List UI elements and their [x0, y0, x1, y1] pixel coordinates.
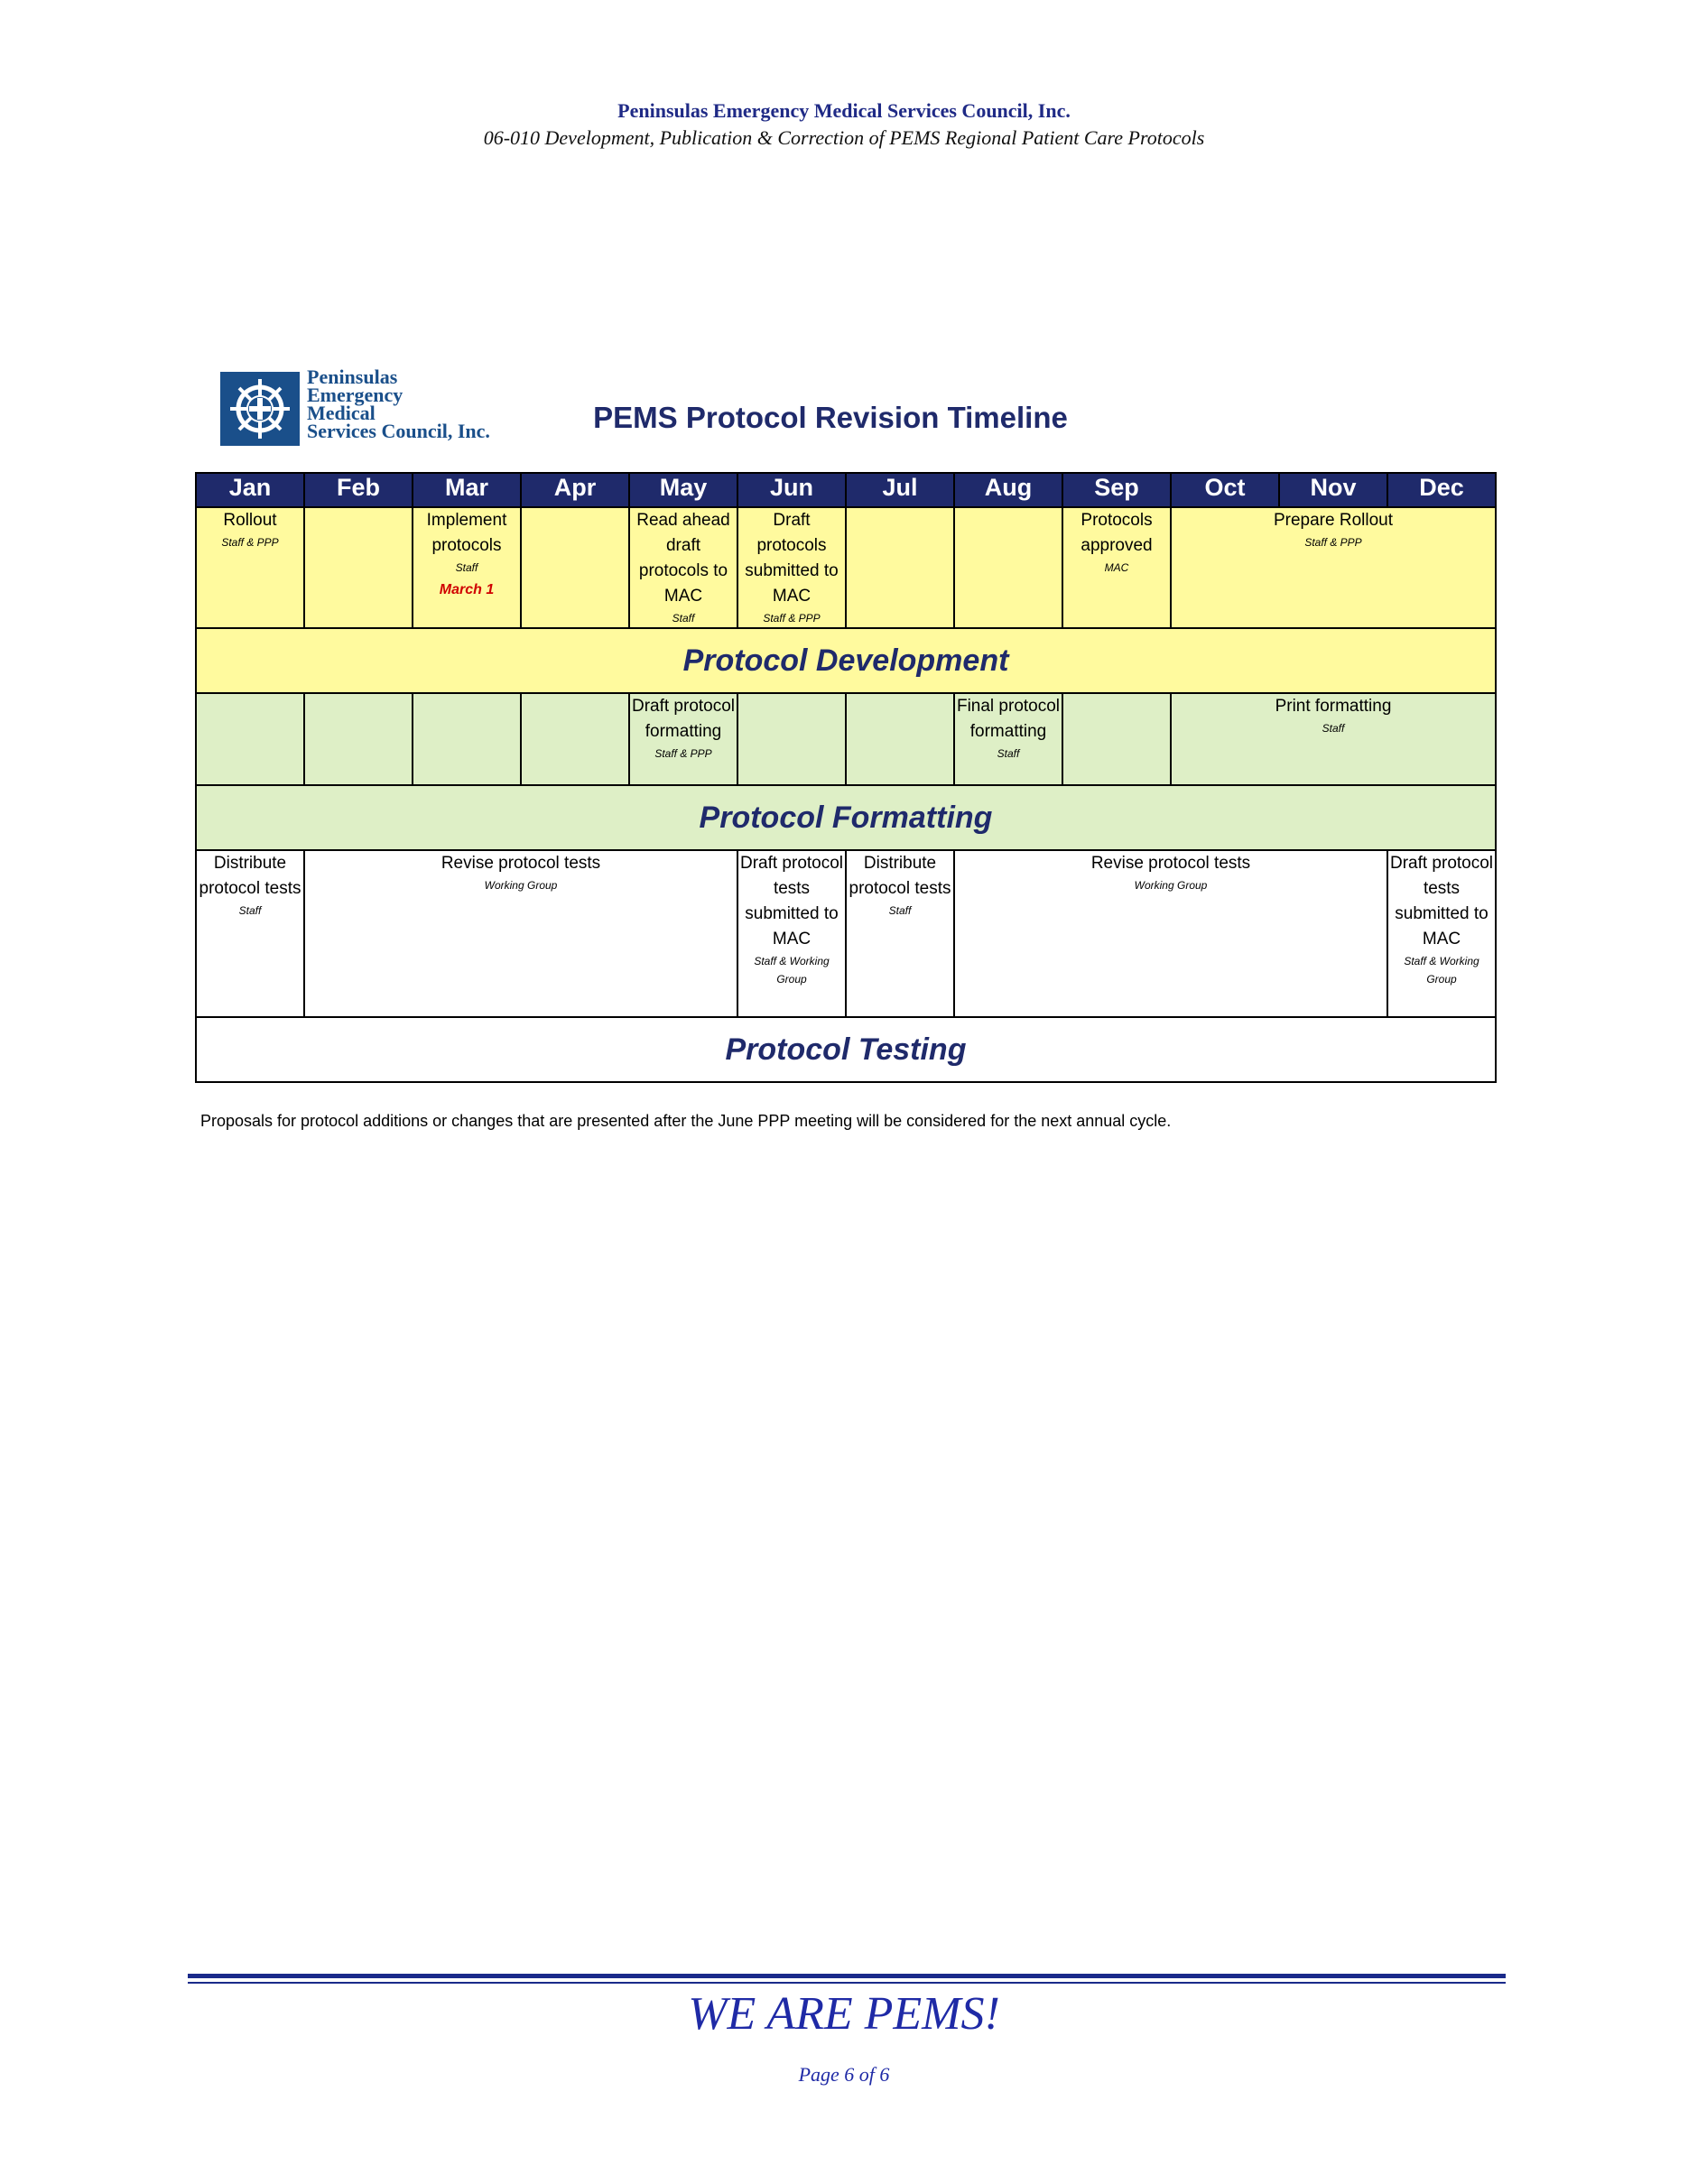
month-header: Jun	[737, 473, 846, 507]
page-number: Page 6 of 6	[798, 2063, 890, 2086]
empty-cell	[521, 693, 629, 785]
task-prepare-rollout: Prepare Rollout Staff & PPP	[1171, 507, 1496, 628]
task-distribute-tests: Distribute protocol tests Staff	[196, 850, 304, 1017]
task-revise-tests: Revise protocol tests Working Group	[954, 850, 1387, 1017]
timeline-title: PEMS Protocol Revision Timeline	[593, 401, 1068, 434]
logo-line: Emergency	[307, 384, 403, 406]
banner-protocol-testing: Protocol Testing	[196, 1017, 1496, 1082]
ship-wheel-star-of-life-icon	[220, 372, 300, 446]
banner-protocol-formatting: Protocol Formatting	[196, 785, 1496, 850]
month-header: Jan	[196, 473, 304, 507]
footer-divider	[188, 1982, 1506, 1984]
month-header: Apr	[521, 473, 629, 507]
development-tasks-row	[196, 507, 1496, 628]
task-implement-protocols: Implement protocols Staff March 1	[413, 507, 521, 628]
task-protocols-approved: Protocols approved MAC	[1062, 507, 1171, 628]
revision-timeline-table	[195, 472, 1497, 1083]
month-header-row	[196, 473, 1496, 507]
empty-cell	[304, 507, 413, 628]
header-document-reference: 06-010 Development, Publication & Correction of PEMS Regional Patient Care Protocols	[483, 126, 1205, 149]
formatting-tasks-row	[196, 693, 1496, 785]
month-header: Nov	[1279, 473, 1387, 507]
implement-date: March 1	[439, 582, 495, 597]
empty-cell	[954, 507, 1062, 628]
footer-divider	[188, 1974, 1506, 1978]
month-header: Mar	[413, 473, 521, 507]
task-draft-tests-submitted: Draft protocol tests submitted to MAC Staff & Working Group	[1387, 850, 1496, 1017]
logo-line: Services Council, Inc.	[307, 420, 490, 442]
task-read-ahead: Read ahead draft protocols to MAC Staff	[629, 507, 737, 628]
month-header: May	[629, 473, 737, 507]
task-rollout: Rollout Staff & PPP	[196, 507, 304, 628]
logo-line: Peninsulas	[307, 366, 398, 388]
month-header: Dec	[1387, 473, 1496, 507]
month-header: Feb	[304, 473, 413, 507]
empty-cell	[521, 507, 629, 628]
empty-cell	[304, 693, 413, 785]
month-header: Aug	[954, 473, 1062, 507]
month-header: Sep	[1062, 473, 1171, 507]
banner-protocol-development: Protocol Development	[196, 628, 1496, 693]
task-print-formatting: Print formatting Staff	[1171, 693, 1496, 785]
header-organization: Peninsulas Emergency Medical Services Council, Inc.	[617, 99, 1071, 122]
empty-cell	[413, 693, 521, 785]
task-final-formatting: Final protocol formatting Staff	[954, 693, 1062, 785]
task-revise-tests: Revise protocol tests Working Group	[304, 850, 737, 1017]
empty-cell	[846, 507, 954, 628]
footer-motto: WE ARE PEMS!	[688, 1988, 1000, 2040]
month-header: Jul	[846, 473, 954, 507]
task-draft-formatting: Draft protocol formatting Staff & PPP	[629, 693, 737, 785]
task-draft-tests-submitted: Draft protocol tests submitted to MAC Staff & Working Group	[737, 850, 846, 1017]
month-header: Oct	[1171, 473, 1279, 507]
empty-cell	[846, 693, 954, 785]
empty-cell	[737, 693, 846, 785]
task-draft-submitted: Draft protocols submitted to MAC Staff & PPP	[737, 507, 846, 628]
testing-tasks-row	[196, 850, 1496, 1017]
logo-line: Medical	[307, 402, 376, 424]
pems-logo	[220, 368, 518, 449]
logo-wordmark	[307, 368, 490, 440]
empty-cell	[1062, 693, 1171, 785]
task-distribute-tests: Distribute protocol tests Staff	[846, 850, 954, 1017]
cycle-note: Proposals for protocol additions or changes that are presented after the June PPP meeting will be considered for the next annual cycle.	[200, 1112, 1172, 1130]
empty-cell	[196, 693, 304, 785]
